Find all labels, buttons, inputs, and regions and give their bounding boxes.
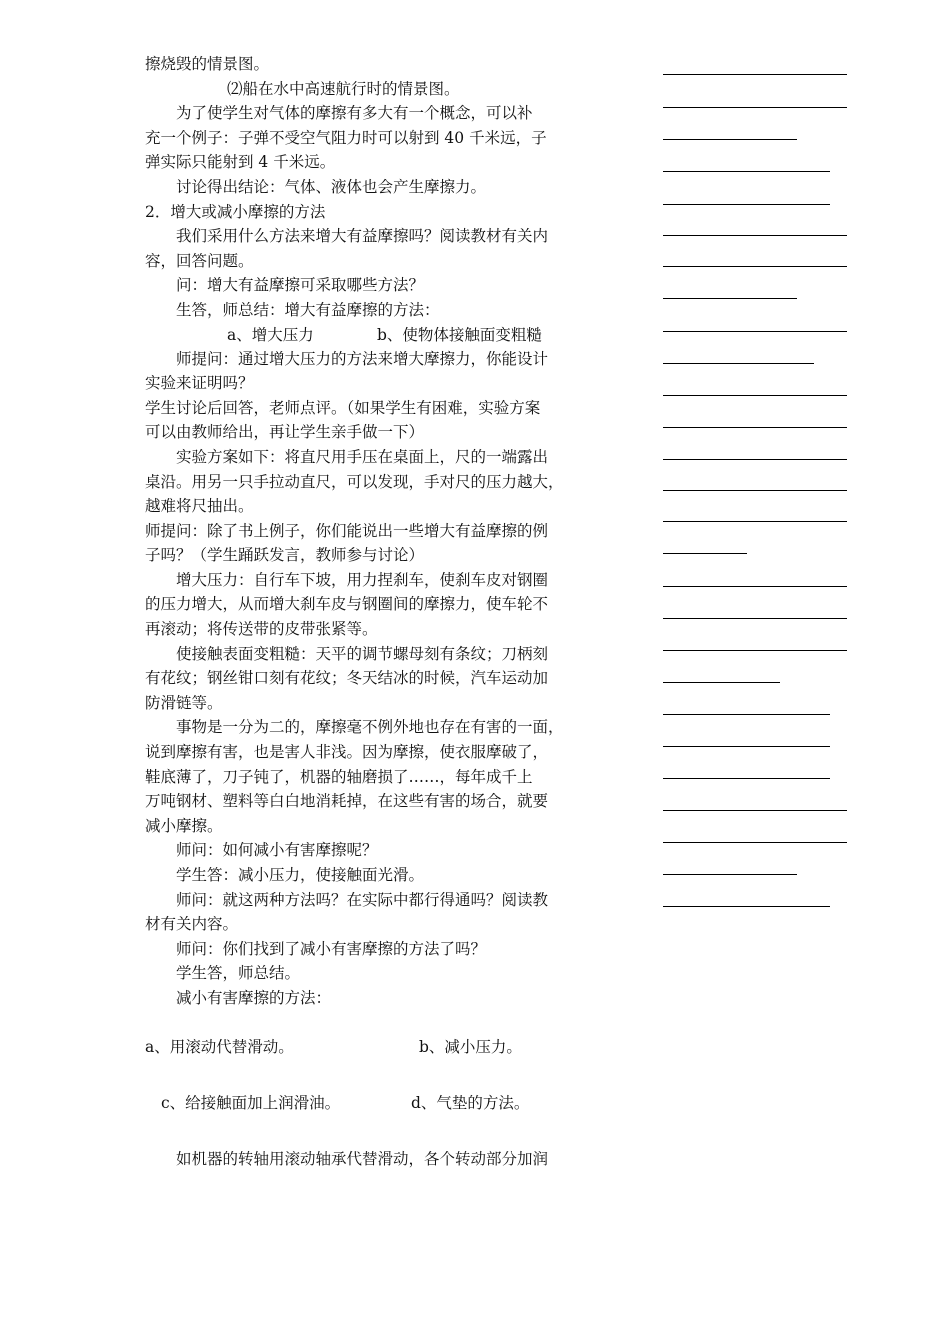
text-line: 再滚动；将传送带的皮带张紧等。 [145, 620, 378, 639]
text-line: 师问：如何减小有害摩擦呢？ [176, 841, 378, 860]
text-line: 子吗？（学生踊跃发言，教师参与讨论） [145, 546, 425, 565]
note-line [663, 650, 847, 651]
note-line [663, 810, 847, 811]
method-item: c、给接触面加上润滑油。 [161, 1093, 341, 1112]
note-line [663, 139, 797, 140]
text-line: 材有关内容。 [145, 915, 239, 934]
note-line [663, 74, 847, 75]
text-line: 生答，师总结：增大有益摩擦的方法： [176, 300, 440, 319]
text-line: 事物是一分为二的，摩擦毫不例外地也存在有害的一面， [176, 718, 564, 737]
text-line: 实验方案如下：将直尺用手压在桌面上，尺的一端露出 [176, 447, 549, 466]
note-line [663, 395, 847, 396]
method-pair [145, 1091, 590, 1115]
note-line [663, 235, 847, 236]
text-line: ⑵船在水中高速航行时的情景图。 [227, 79, 460, 98]
text-line: 弹实际只能射到 4 千米远。 [145, 153, 336, 172]
note-line [663, 171, 830, 172]
text-line: 万吨钢材、塑料等白白地消耗掉，在这些有害的场合，就要 [145, 792, 549, 811]
text-line: 减小摩擦。 [145, 816, 223, 835]
text-line: 如机器的转轴用滚动轴承代替滑动，各个转动部分加润 [176, 1149, 549, 1168]
text-line: 桌沿。用另一只手拉动直尺，可以发现，手对尺的压力越大， [145, 472, 564, 491]
note-line [663, 618, 847, 619]
text-line: 学生答，师总结。 [176, 964, 301, 983]
method-item: d、气垫的方法。 [411, 1093, 530, 1112]
note-line [663, 586, 847, 587]
note-line [663, 490, 847, 491]
text-line: 为了使学生对气体的摩擦有多大有一个概念，可以补 [176, 104, 533, 123]
note-line [663, 298, 797, 299]
note-line [663, 204, 830, 205]
text-line: 有花纹；钢丝钳口刻有花纹；冬天结冰的时候，汽车运动加 [145, 669, 549, 688]
note-line [663, 746, 830, 747]
note-line [663, 553, 747, 554]
text-line: 说到摩擦有害，也是害人非浅。因为摩擦，使衣服摩破了， [145, 743, 549, 762]
text-line: 师问：就这两种方法吗？在实际中都行得通吗？阅读教 [176, 890, 549, 909]
note-line [663, 682, 780, 683]
method-pair [145, 323, 590, 347]
text-line: 师提问：除了书上例子，你们能说出一些增大有益摩擦的例 [145, 521, 549, 540]
text-line: 越难将尺抽出。 [145, 497, 254, 516]
text-line: 讨论得出结论：气体、液体也会产生摩擦力。 [176, 177, 487, 196]
text-line: 可以由教师给出，再让学生亲手做一下） [145, 423, 425, 442]
text-line: 师问：你们找到了减小有害摩擦的方法了吗？ [176, 939, 487, 958]
text-line: 使接触表面变粗糙：天平的调节螺母刻有条纹；刀柄刻 [176, 644, 549, 663]
text-line: 防滑链等。 [145, 693, 223, 712]
text-line: 减小有害摩擦的方法： [176, 988, 332, 1007]
method-item: b、使物体接触面变粗糙 [377, 325, 542, 344]
text-line: 容，回答问题。 [145, 251, 254, 270]
note-line [663, 874, 797, 875]
note-line [663, 266, 847, 267]
method-item: a、用滚动代替滑动。 [145, 1037, 294, 1056]
method-item: a、增大压力 [227, 325, 314, 344]
text-line: 师提问：通过增大压力的方法来增大摩擦力，你能设计 [176, 349, 549, 368]
text-line: 擦烧毁的情景图。 [145, 55, 270, 73]
text-line: 学生答：减小压力，使接触面光滑。 [176, 866, 425, 884]
note-line [663, 521, 847, 522]
text-line: 增大压力：自行车下坡，用力捏刹车，使刹车皮对钢圈 [176, 570, 549, 589]
note-line [663, 363, 814, 364]
text-line: 鞋底薄了，刀子钝了，机器的轴磨损了……，每年成千上 [145, 767, 533, 786]
text-line: 问：增大有益摩擦可采取哪些方法？ [176, 276, 425, 295]
note-line [663, 427, 847, 428]
note-line [663, 906, 830, 907]
text-line: 实验来证明吗？ [145, 374, 254, 393]
note-line [663, 331, 847, 332]
method-item: b、减小压力。 [419, 1037, 522, 1056]
note-line [663, 107, 847, 108]
text-line: 充一个例子：子弹不受空气阻力时可以射到 40 千米远，子 [145, 128, 547, 147]
text-line: 我们采用什么方法来增大有益摩擦吗？阅读教材有关内 [176, 227, 549, 246]
note-line [663, 714, 830, 715]
text-line: 的压力增大，从而增大刹车皮与钢圈间的摩擦力，使车轮不 [145, 595, 549, 614]
lesson-text [145, 52, 590, 1171]
note-line [663, 842, 847, 843]
note-line [663, 778, 830, 779]
note-line [663, 459, 847, 460]
text-line: 学生讨论后回答，老师点评。（如果学生有困难，实验方案 [145, 398, 541, 417]
method-pair [145, 1035, 590, 1059]
section-heading: 2．增大或减小摩擦的方法 [145, 202, 326, 221]
